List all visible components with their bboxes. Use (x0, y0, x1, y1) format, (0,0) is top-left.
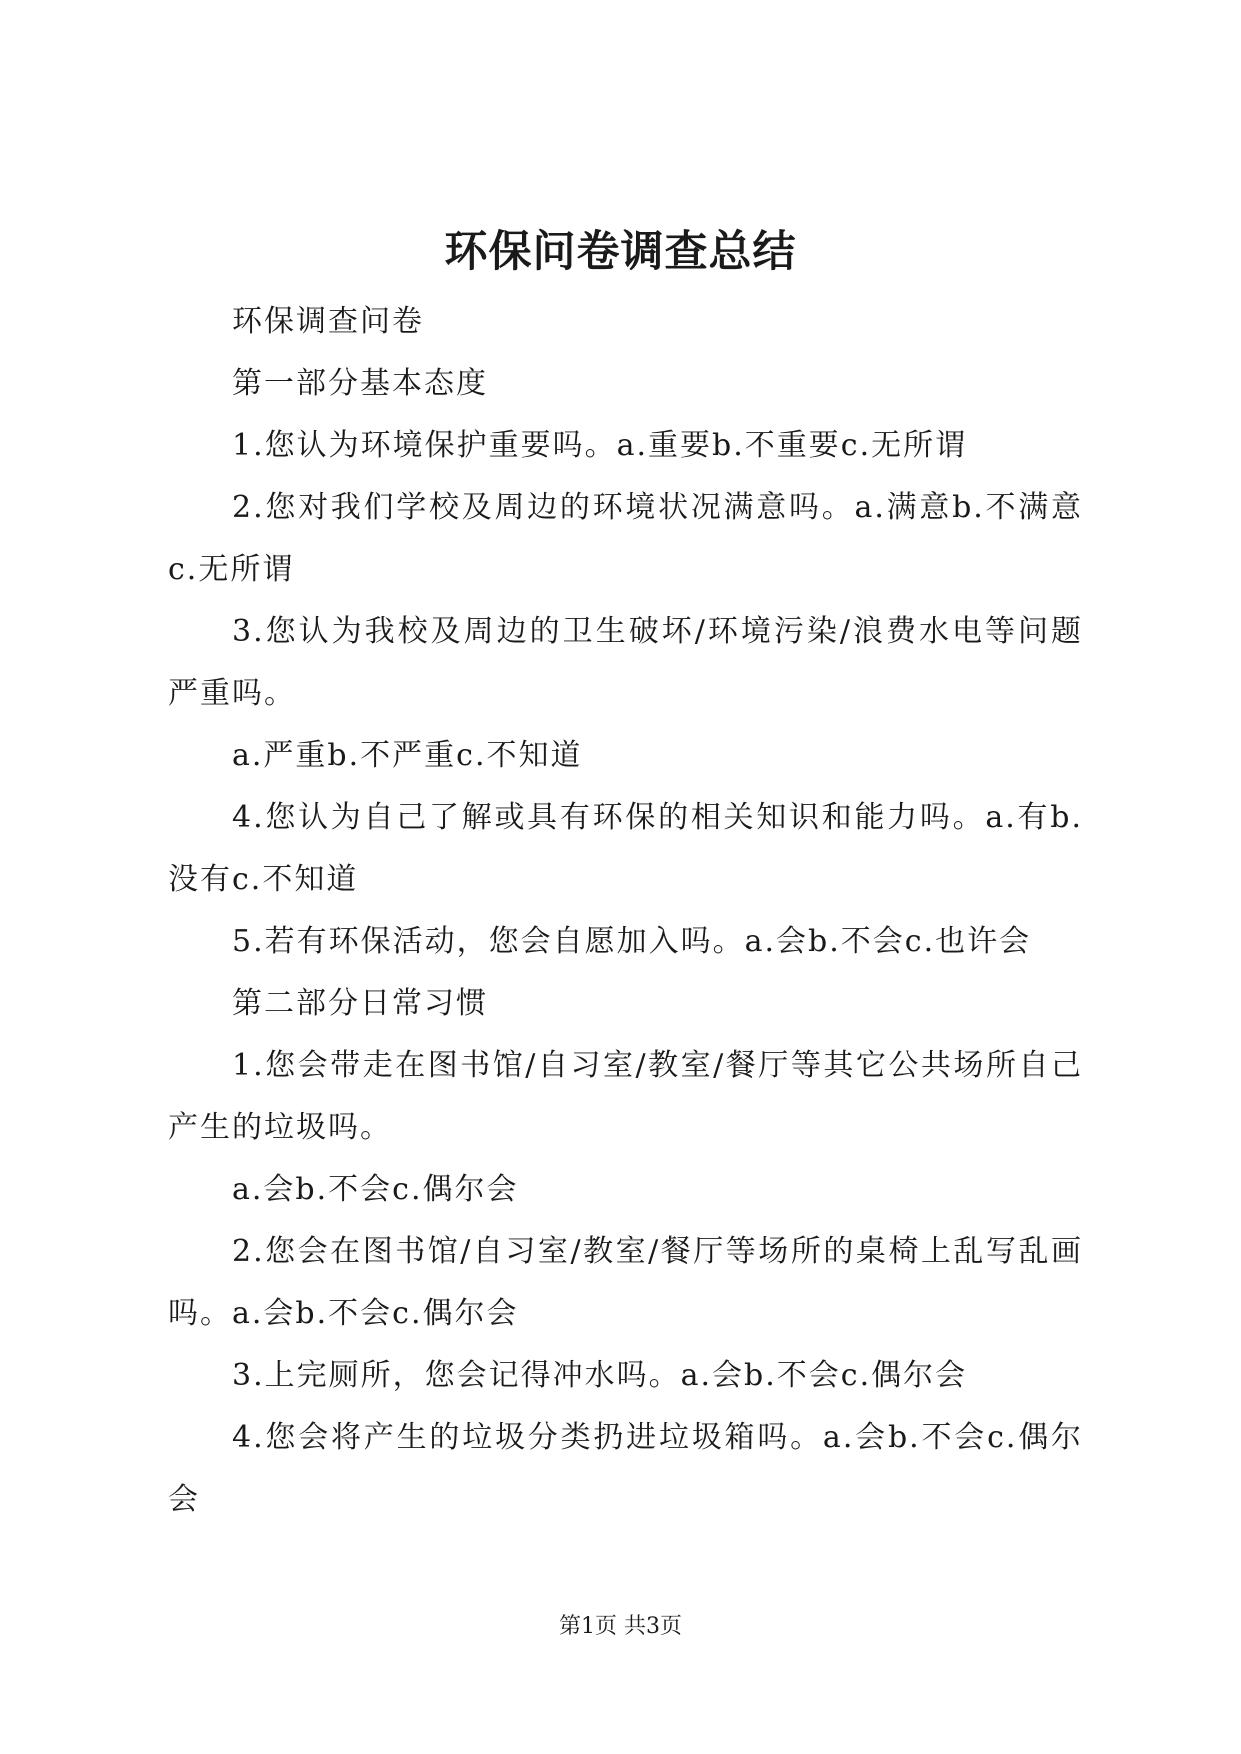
question: 2.您会在图书馆/自习室/教室/餐厅等场所的桌椅上乱写乱画吗。a.会b.不会c.偶尔会 (168, 1234, 1083, 1331)
answer-options: a.严重b.不严重c.不知道 (232, 738, 583, 773)
answer-options: a.会b.不会c.偶尔会 (232, 1172, 519, 1207)
question: 3.上完厕所，您会记得冲水吗。a.会b.不会c.偶尔会 (232, 1358, 968, 1393)
question: 3.您认为我校及周边的卫生破坏/环境污染/浪费水电等问题严重吗。 (168, 614, 1083, 711)
question: 1.您认为环境保护重要吗。a.重要b.不重要c.无所谓 (232, 428, 968, 463)
section-heading: 第二部分日常习惯 (232, 986, 488, 1021)
question: 2.您对我们学校及周边的环境状况满意吗。a.满意b.不满意c.无所谓 (168, 490, 1083, 587)
question: 5.若有环保活动，您会自愿加入吗。a.会b.不会c.也许会 (232, 924, 1032, 959)
question: 1.您会带走在图书馆/自习室/教室/餐厅等其它公共场所自己产生的垃圾吗。 (168, 1048, 1083, 1145)
document-title: 环保问卷调查总结 (444, 227, 797, 277)
document-body (168, 291, 1083, 1531)
section-heading: 第一部分基本态度 (232, 366, 488, 401)
paragraph: 环保调查问卷 (232, 304, 424, 339)
question: 4.您认为自己了解或具有环保的相关知识和能力吗。a.有b.没有c.不知道 (168, 800, 1083, 897)
page-footer: 第1页 共3页 (559, 1614, 682, 1639)
question: 4.您会将产生的垃圾分类扔进垃圾箱吗。a.会b.不会c.偶尔会 (168, 1420, 1083, 1517)
